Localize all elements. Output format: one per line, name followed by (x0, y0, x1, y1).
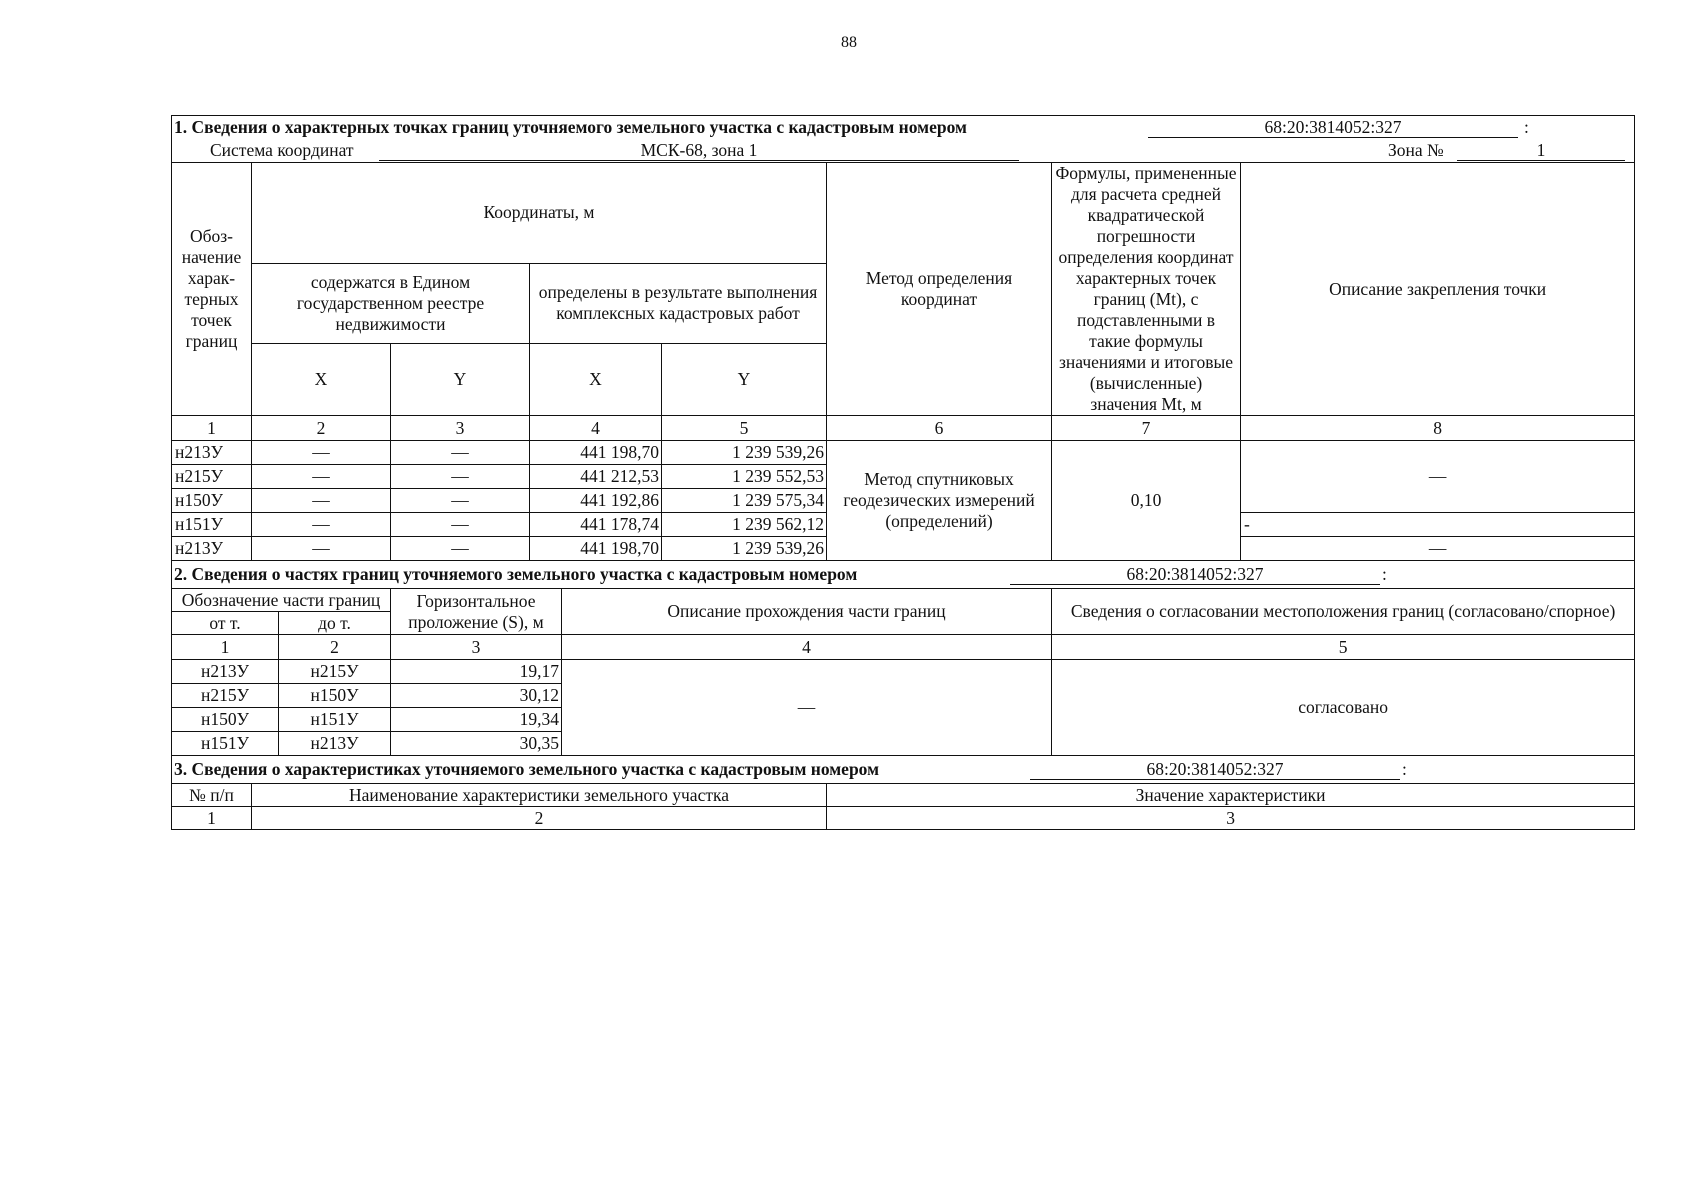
header-x: X (530, 343, 662, 415)
header-num: № п/п (172, 784, 252, 807)
section2-column-numbers: 1 2 3 4 5 (172, 635, 1635, 660)
section3-header-row (172, 784, 1635, 807)
page-number: 88 (841, 34, 857, 51)
section1-column-numbers: 1 2 3 4 5 6 7 8 (172, 416, 1635, 441)
section2-header-row-1 (172, 589, 1635, 612)
fixing-value-1: — (1241, 441, 1635, 513)
table-row: н150У н151У 19,34 (172, 708, 1635, 732)
header-part-designation: Обозначение части границ (172, 589, 391, 612)
cadastral-table (171, 115, 1635, 830)
header-in-registry: содержатся в Едином государственном реестре недвижимости (252, 263, 530, 343)
header-y: Y (662, 343, 827, 415)
section2-colon: : (1382, 563, 1387, 584)
agreement-value: согласовано (1052, 660, 1635, 756)
table-row: н151У н213У 30,35 (172, 732, 1635, 756)
section3-title-row (172, 756, 1635, 784)
header-formulas: Формулы, примененные для расчета средней квадратической погрешности определения координат характерных точек границ (Mt), с подставленными в такие формулы значениями и итоговые (вычисленные) значения Mt, м (1052, 163, 1241, 416)
section3-cadastral-number: 68:20:3814052:327 (1030, 759, 1400, 780)
coord-system-label: Система координат (210, 140, 354, 160)
header-method: Метод определения координат (827, 163, 1052, 416)
header-fixing: Описание закрепления точки (1241, 163, 1635, 416)
mt-value: 0,10 (1052, 441, 1241, 561)
header-from: от т. (172, 612, 279, 635)
coord-system-value: МСК-68, зона 1 (379, 140, 1019, 161)
section3-column-numbers: 1 2 3 (172, 807, 1635, 830)
section2-title-row (172, 561, 1635, 589)
header-determined: определены в результате выполнения комплексных кадастровых работ (530, 263, 827, 343)
fixing-value-3: — (1241, 537, 1635, 561)
section2-title: 2. Сведения о частях границ уточняемого земельного участка с кадастровым номером (174, 563, 858, 584)
header-coordinates: Координаты, м (252, 163, 827, 264)
section1-header-row-1 (172, 163, 1635, 264)
header-horizontal: Горизонтальное проложение (S), м (391, 589, 562, 635)
section1-colon: : (1524, 117, 1529, 137)
section3-colon: : (1402, 758, 1407, 779)
description-value: — (562, 660, 1052, 756)
section3-title: 3. Сведения о характеристиках уточняемого земельного участка с кадастровым номером (174, 758, 880, 779)
header-value: Значение характеристики (827, 784, 1635, 807)
section1-cadastral-number: 68:20:3814052:327 (1148, 117, 1518, 138)
zone-value: 1 (1457, 140, 1625, 161)
header-description: Описание прохождения части границ (562, 589, 1052, 635)
fixing-value-2: - (1241, 513, 1635, 537)
zone-label: Зона № (1388, 140, 1444, 160)
section1-title: 1. Сведения о характерных точках границ уточняемого земельного участка с кадастровым номером (174, 117, 967, 137)
section1-title-row (172, 116, 1635, 163)
table-row: н213У — — 441 198,70 1 239 539,26 — (172, 537, 1635, 561)
header-designation: Обоз-начение харак-терных точек границ (172, 163, 252, 416)
table-row: н213У — — 441 198,70 1 239 539,26 Метод спутниковых геодезических измерений (определений) 0,10 — (172, 441, 1635, 465)
header-name: Наименование характеристики земельного участка (252, 784, 827, 807)
header-reg-y: Y (391, 343, 530, 415)
table-row: н151У — — 441 178,74 1 239 562,12 - (172, 513, 1635, 537)
table-row: н150У — — 441 192,86 1 239 575,34 (172, 489, 1635, 513)
table-row: н215У — — 441 212,53 1 239 552,53 (172, 465, 1635, 489)
section2-cadastral-number: 68:20:3814052:327 (1010, 564, 1380, 585)
method-value: Метод спутниковых геодезических измерений (определений) (827, 441, 1052, 561)
header-to: до т. (279, 612, 391, 635)
table-row: н215У н150У 30,12 (172, 684, 1635, 708)
table-row: н213У н215У 19,17 — согласовано (172, 660, 1635, 684)
header-agreement: Сведения о согласовании местоположения границ (согласовано/спорное) (1052, 589, 1635, 635)
header-reg-x: X (252, 343, 391, 415)
